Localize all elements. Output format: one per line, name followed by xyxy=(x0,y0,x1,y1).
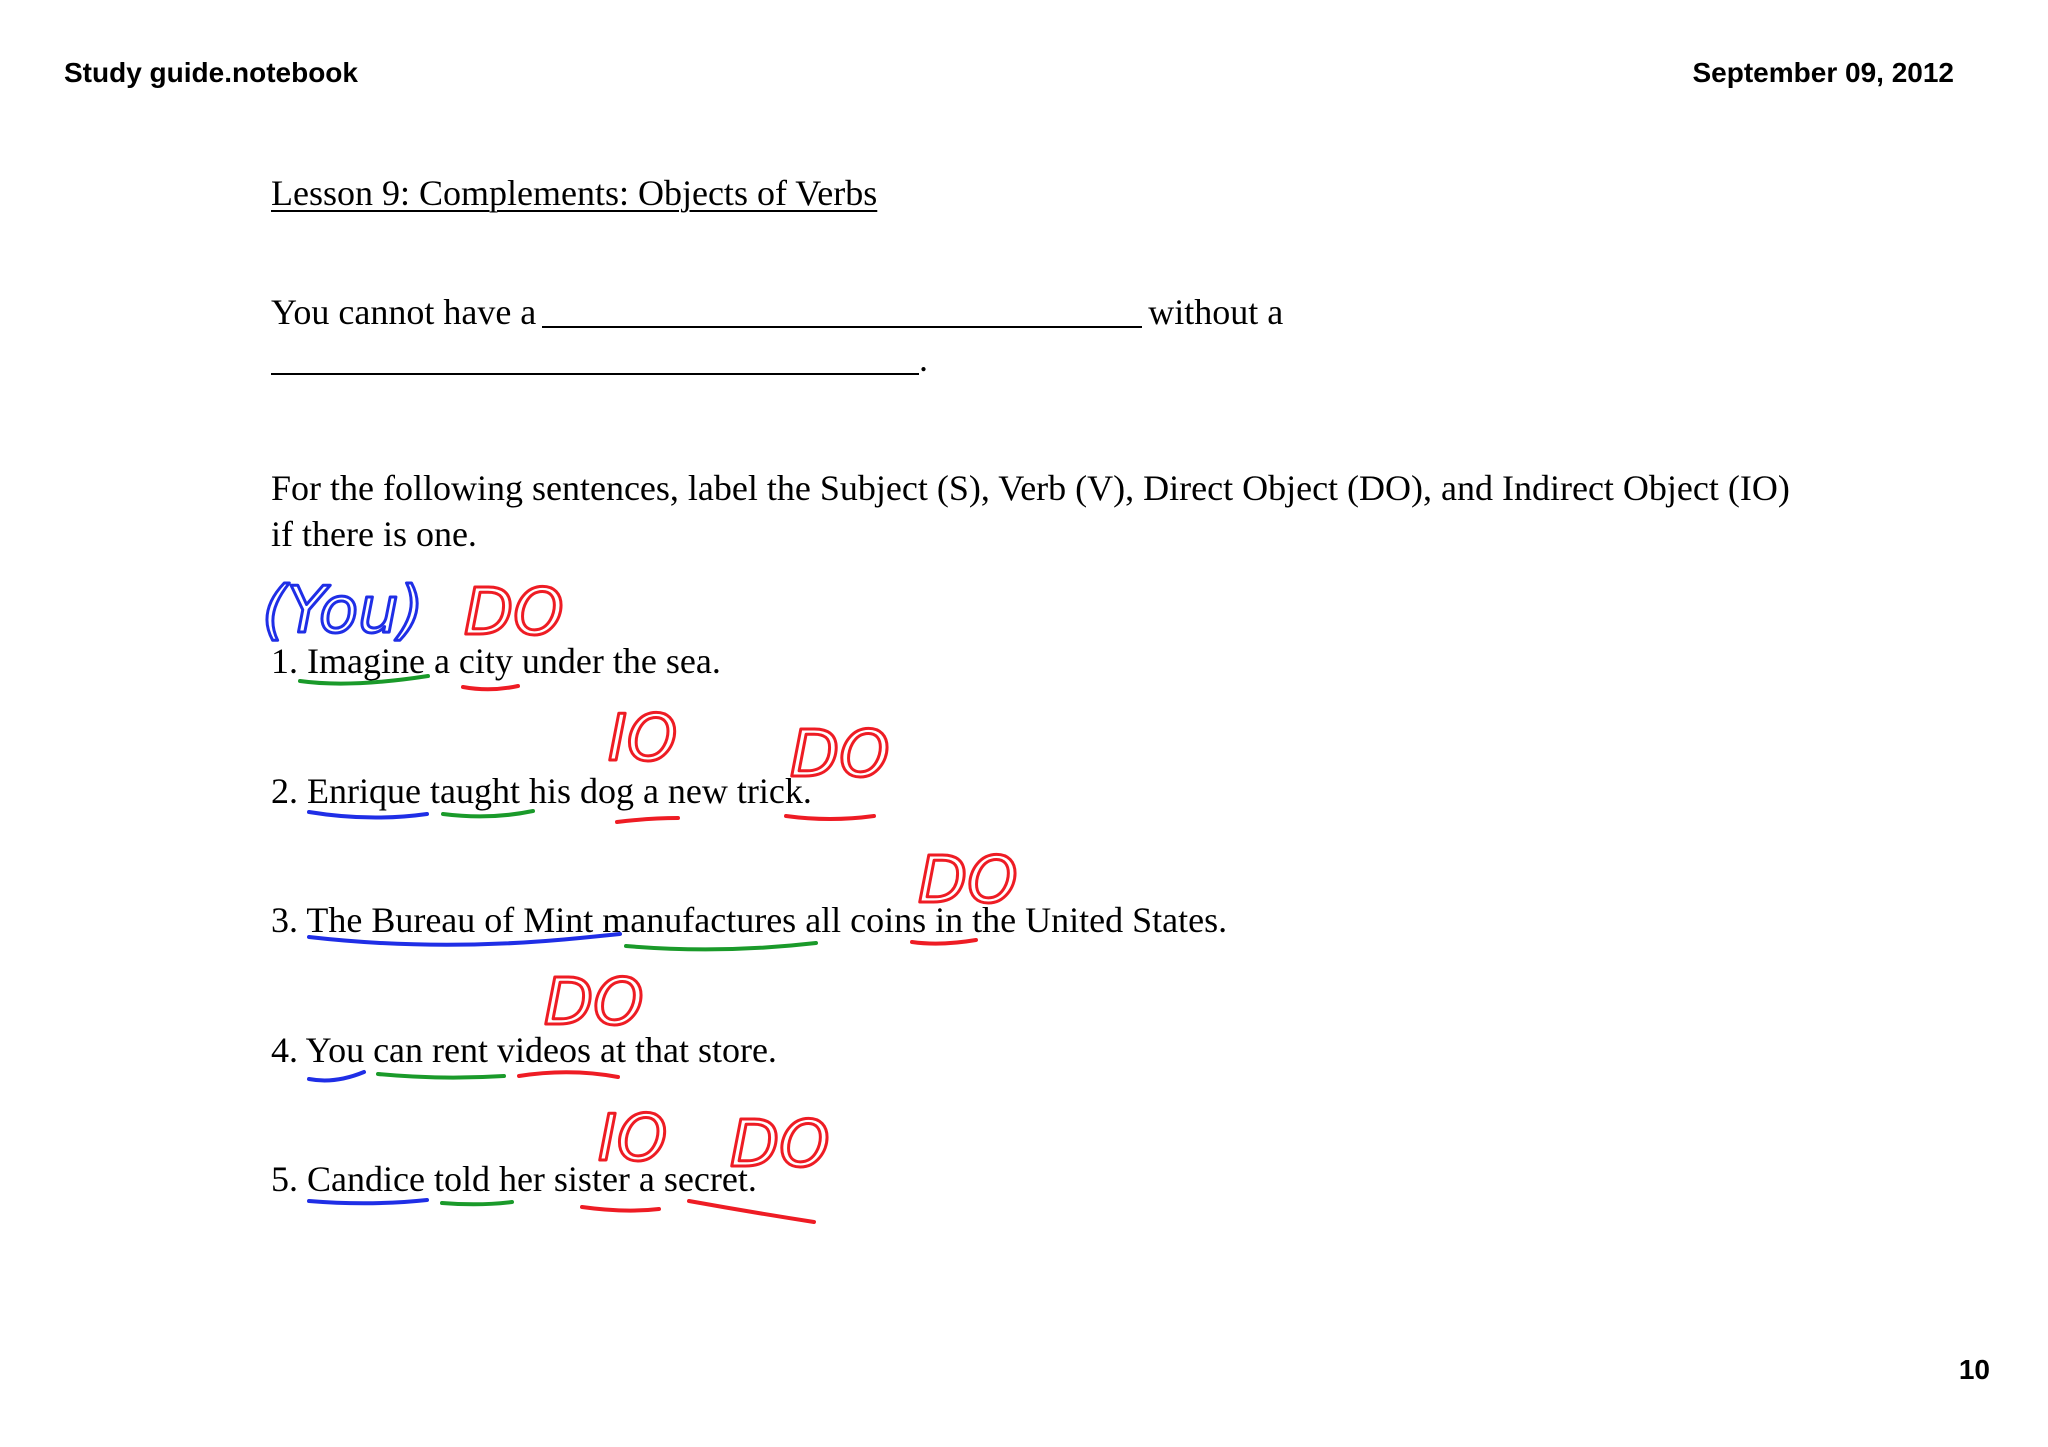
s5-io-label: IO xyxy=(598,1102,668,1176)
fill-in-end: . xyxy=(919,339,928,379)
sentence-4 xyxy=(271,1027,777,1073)
sentence-2 xyxy=(271,768,812,814)
s5-do-underline xyxy=(689,1201,814,1222)
sentence-text: Candice told her sister a secret. xyxy=(307,1159,757,1199)
fill-in-sentence-cont xyxy=(271,336,928,382)
s5-do-label: DO xyxy=(730,1108,830,1182)
s2-do-label: DO xyxy=(790,718,890,792)
s3-verb-underline xyxy=(626,943,816,949)
page-number: 10 xyxy=(1958,1354,1990,1385)
s1-do-underline xyxy=(463,686,518,689)
sentence-text: The Bureau of Mint manufactures all coins in the United States. xyxy=(306,900,1228,940)
s4-verb-underline xyxy=(378,1074,504,1078)
sentence-number: 5. xyxy=(271,1159,298,1199)
lesson-title: Lesson 9: Complements: Objects of Verbs xyxy=(271,173,878,213)
s2-io-underline xyxy=(617,818,678,822)
sentence-number: 4. xyxy=(271,1030,298,1070)
sentence-number: 3. xyxy=(271,900,298,940)
sentence-number: 1. xyxy=(271,641,298,681)
fill-in-part1: You cannot have a xyxy=(271,292,537,332)
s5-verb-underline xyxy=(442,1202,512,1204)
fill-in-sentence xyxy=(271,289,1283,335)
s4-do-label: DO xyxy=(544,966,644,1040)
instructions: For the following sentences, label the Subject (S), Verb (V), Direct Object (DO), and Indirect Object (IO) if there is one. xyxy=(271,468,1790,554)
sentence-5 xyxy=(271,1156,757,1202)
sentence-text: Imagine a city under the sea. xyxy=(307,641,721,681)
page-date: September 09, 2012 xyxy=(1692,57,1954,88)
s5-io-underline xyxy=(582,1207,659,1211)
fill-in-blank-2 xyxy=(271,373,919,375)
s1-do-label: DO xyxy=(464,576,564,650)
sentence-1 xyxy=(271,638,721,684)
s2-do-underline xyxy=(786,816,874,819)
implied-subject-label: (You) xyxy=(262,574,424,648)
sentence-text: Enrique taught his dog a new trick. xyxy=(307,771,812,811)
sentence-number: 2. xyxy=(271,771,298,811)
s2-io-label: IO xyxy=(608,702,678,776)
s4-subject-underline xyxy=(309,1072,364,1080)
sentence-text: You can rent videos at that store. xyxy=(305,1030,777,1070)
fill-in-part2: without a xyxy=(1148,292,1284,332)
fill-in-blank-1 xyxy=(542,326,1142,328)
notebook-title: Study guide.notebook xyxy=(64,57,358,88)
s3-do-label: DO xyxy=(918,844,1018,918)
sentence-3 xyxy=(271,897,1227,943)
